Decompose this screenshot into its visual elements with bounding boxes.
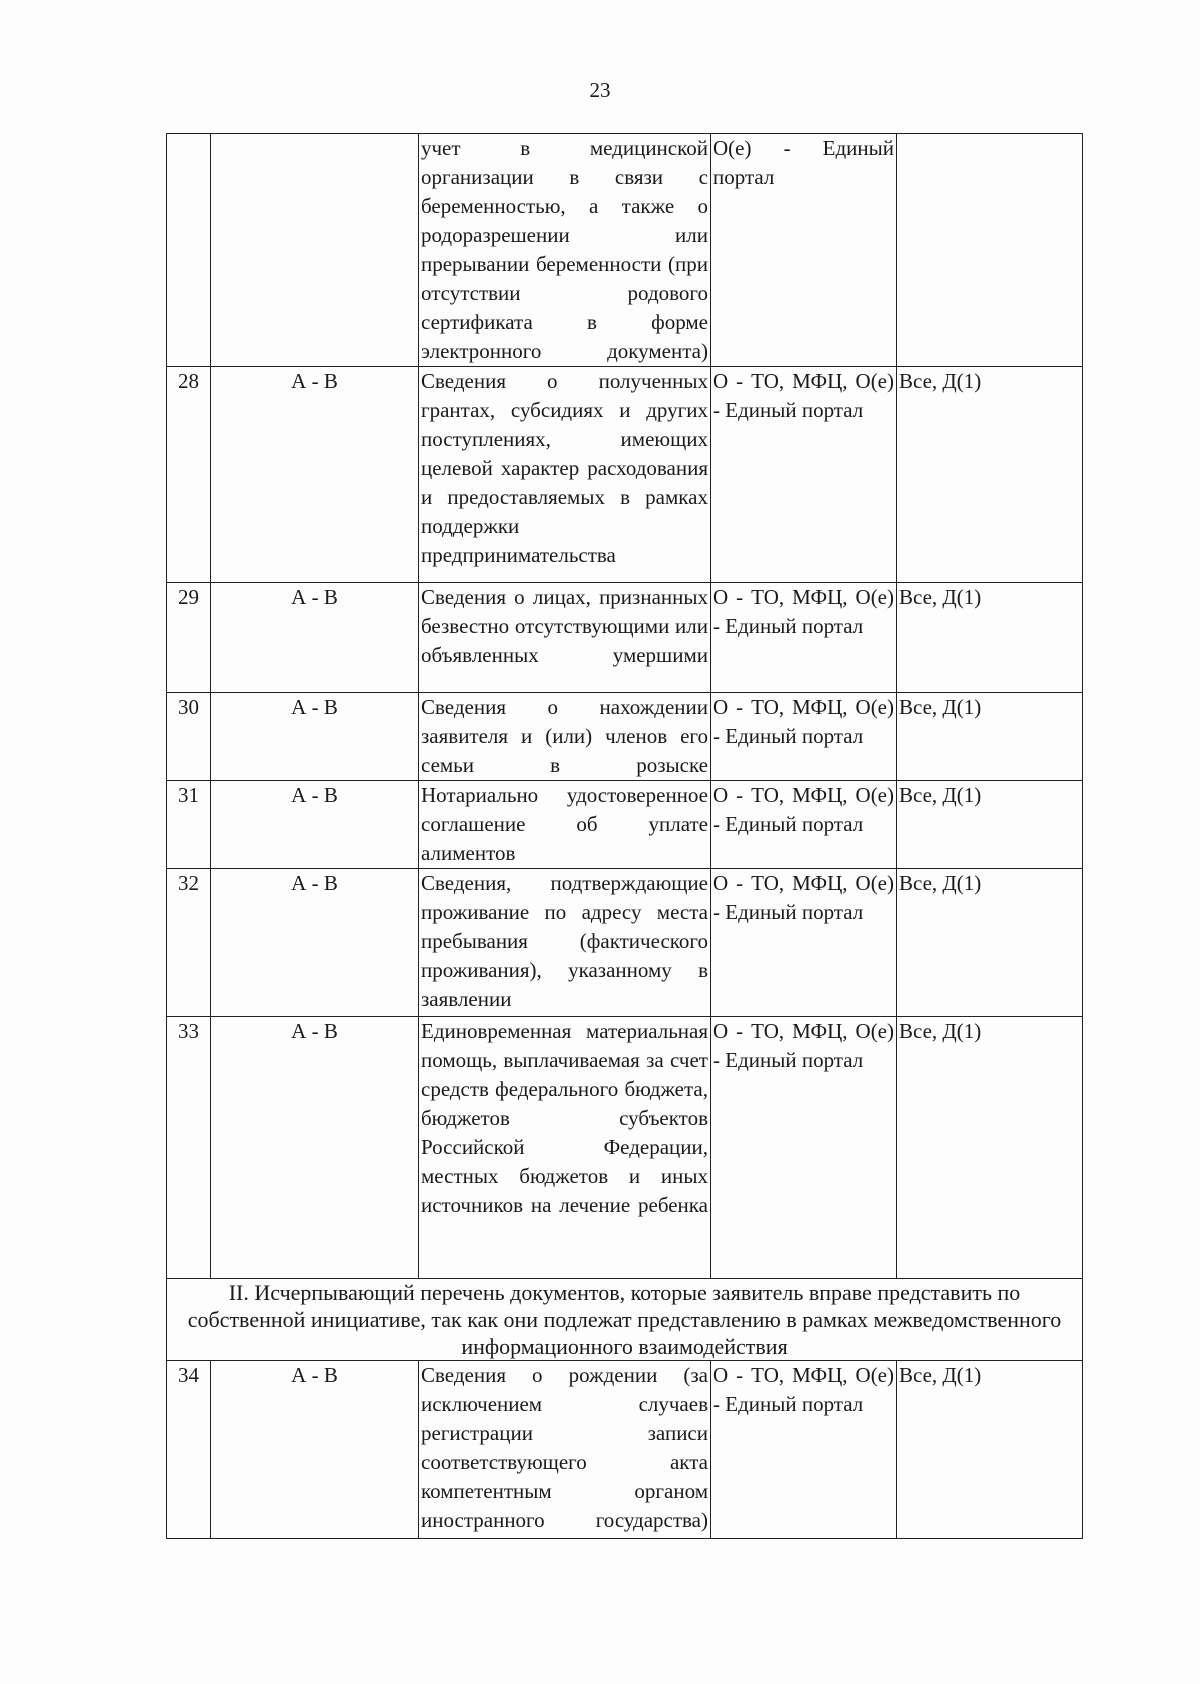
row-category: А - В: [211, 781, 419, 869]
page-number: 23: [589, 78, 611, 102]
row-description: Сведения о полученных грантах, субсидиях и других поступлениях, имеющих целевой характер расходования и предоставляемых в рамках поддержки предпринимательства: [419, 367, 711, 583]
table-row: [167, 367, 1083, 583]
row-source: О - ТО, МФЦ, О(е) - Единый портал: [711, 583, 897, 693]
row-applicability: Все, Д(1): [897, 583, 1083, 693]
row-category: А - В: [211, 1361, 419, 1539]
table-row: [167, 583, 1083, 693]
row-category: [211, 134, 419, 367]
row-applicability: [897, 134, 1083, 367]
table-row: [167, 781, 1083, 869]
row-description: Единовременная материальная помощь, выплачиваемая за счет средств федерального бюджета, бюджетов субъектов Российской Федерации, местных бюджетов и иных источников на лечение ребенка: [419, 1017, 711, 1279]
row-description: Сведения о нахождении заявителя и (или) членов его семьи в розыске: [419, 693, 711, 781]
row-category: А - В: [211, 693, 419, 781]
row-source: О - ТО, МФЦ, О(е) - Единый портал: [711, 693, 897, 781]
row-applicability: Все, Д(1): [897, 1361, 1083, 1539]
row-category: А - В: [211, 1017, 419, 1279]
table-row: [167, 1017, 1083, 1279]
row-number: 32: [167, 869, 211, 1017]
row-applicability: Все, Д(1): [897, 367, 1083, 583]
row-source: О - ТО, МФЦ, О(е) - Единый портал: [711, 1361, 897, 1539]
row-applicability: Все, Д(1): [897, 1017, 1083, 1279]
row-applicability: Все, Д(1): [897, 693, 1083, 781]
row-source: О - ТО, МФЦ, О(е) - Единый портал: [711, 781, 897, 869]
row-description: Сведения, подтверждающие проживание по адресу места пребывания (фактического проживания), указанному в заявлении: [419, 869, 711, 1017]
row-number: 33: [167, 1017, 211, 1279]
row-number: 29: [167, 583, 211, 693]
row-description: Сведения о рождении (за исключением случаев регистрации записи соответствующего акта компетентным органом иностранного государства): [419, 1361, 711, 1539]
row-number: [167, 134, 211, 367]
row-source: О(е) - Единый портал: [711, 134, 897, 367]
table-row: [167, 1361, 1083, 1539]
documents-table: [166, 133, 1083, 1539]
row-category: А - В: [211, 367, 419, 583]
row-applicability: Все, Д(1): [897, 869, 1083, 1017]
row-description: Сведения о лицах, признанных безвестно отсутствующими или объявленных умершими: [419, 583, 711, 693]
row-number: 30: [167, 693, 211, 781]
row-number: 34: [167, 1361, 211, 1539]
table-row: [167, 134, 1083, 367]
table-row: [167, 693, 1083, 781]
row-applicability: Все, Д(1): [897, 781, 1083, 869]
table-row: [167, 869, 1083, 1017]
row-source: О - ТО, МФЦ, О(е) - Единый портал: [711, 1017, 897, 1279]
row-category: А - В: [211, 583, 419, 693]
row-number: 31: [167, 781, 211, 869]
section-heading-row: [167, 1279, 1083, 1361]
row-number: 28: [167, 367, 211, 583]
row-description: учет в медицинской организации в связи с беременностью, а также о родоразрешении или прерывании беременности (при отсутствии родового сертификата в форме электронного документа): [419, 134, 711, 367]
row-category: А - В: [211, 869, 419, 1017]
row-source: О - ТО, МФЦ, О(е) - Единый портал: [711, 869, 897, 1017]
row-source: О - ТО, МФЦ, О(е) - Единый портал: [711, 367, 897, 583]
section-heading: II. Исчерпывающий перечень документов, которые заявитель вправе представить по собственной инициативе, так как они подлежат представлению в рамках межведомственного информационного взаимодействия: [167, 1279, 1083, 1361]
row-description: Нотариально удостоверенное соглашение об уплате алиментов: [419, 781, 711, 869]
